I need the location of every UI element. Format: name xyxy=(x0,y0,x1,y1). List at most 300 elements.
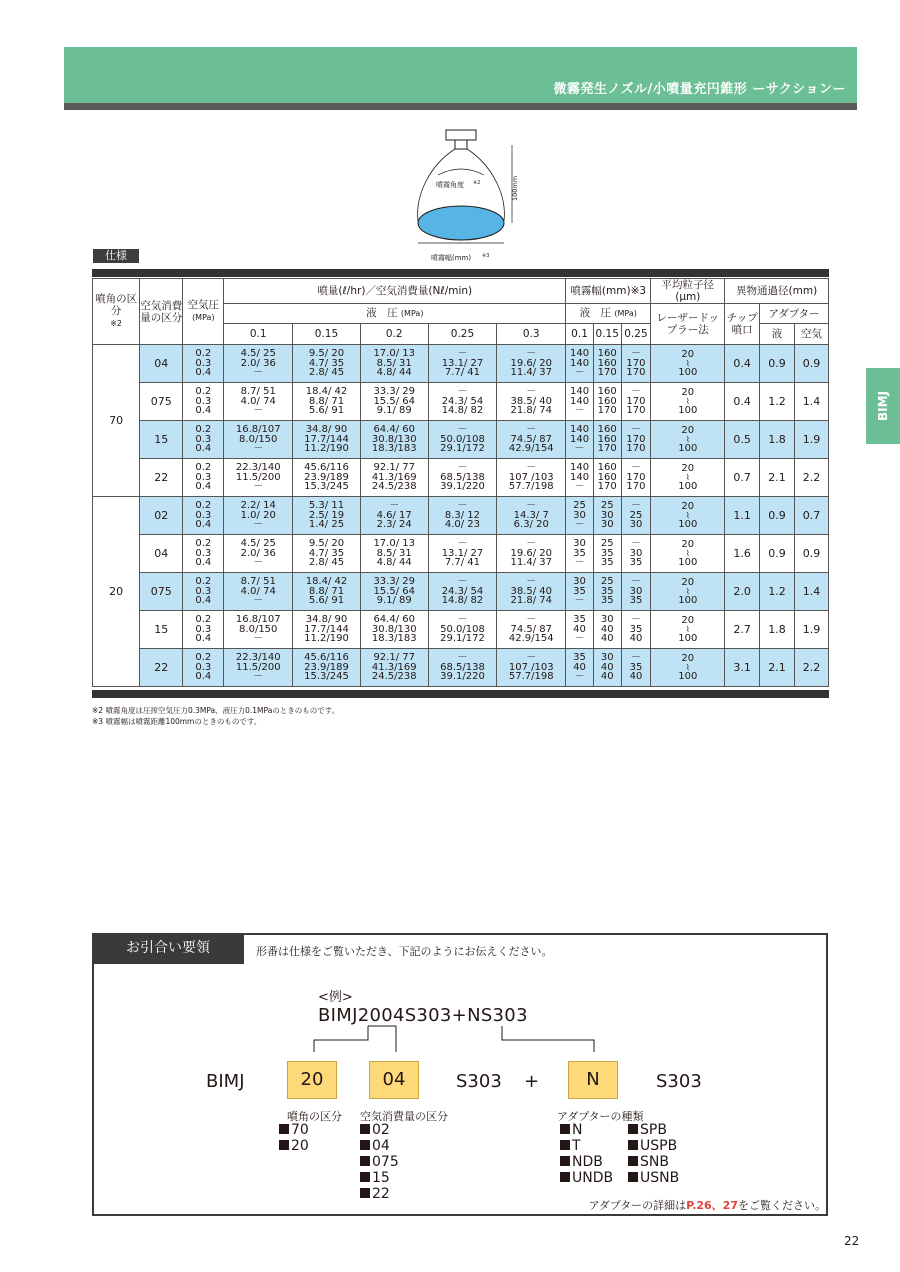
value-line: 40 xyxy=(629,633,643,645)
width-label: 噴霧幅(mm) xyxy=(431,254,472,262)
air-options-title: 空気消費量の区分 xyxy=(360,1110,448,1123)
value-line: 4.0/ 23 xyxy=(444,519,481,531)
value-line: － xyxy=(457,614,468,626)
value-line: 8.8/ 71 xyxy=(308,585,345,597)
width-note: ※3 xyxy=(482,253,490,259)
value-line: 15.3/245 xyxy=(304,671,349,683)
value-line: 23.9/189 xyxy=(304,471,349,483)
value-line: － xyxy=(526,652,537,664)
value-line: － xyxy=(253,367,264,379)
value-line: 2.0/ 36 xyxy=(240,357,276,369)
value-line: 11.4/ 37 xyxy=(510,367,553,379)
spec-section-label: 仕様 xyxy=(93,249,139,263)
value-line: 9.1/ 89 xyxy=(376,595,412,607)
value-line: 35 xyxy=(600,585,614,597)
header-flow-p: 0.1 xyxy=(224,324,293,345)
value-line: 4.5/ 25 xyxy=(240,538,276,550)
value-line: － xyxy=(526,614,537,626)
value-line: 40 xyxy=(600,633,614,645)
value-line: 64.4/ 60 xyxy=(373,424,415,436)
value-line: 92.1/ 77 xyxy=(373,652,415,664)
value-line: 35 xyxy=(573,614,586,626)
adapter-options-title: アダプターの種類 xyxy=(557,1110,644,1123)
angle-class-cell: 20 xyxy=(93,497,140,687)
value-line: 8.5/ 31 xyxy=(376,357,412,369)
value-line: 24.3/ 54 xyxy=(441,585,484,597)
value-line: 0.3 xyxy=(195,547,212,559)
value-line: 35 xyxy=(573,547,586,559)
value-line: － xyxy=(457,386,468,398)
particle-max: 100 xyxy=(678,480,698,492)
value-line: 34.8/ 90 xyxy=(305,424,348,436)
value-line: 40 xyxy=(600,623,614,635)
value-line: 4.8/ 44 xyxy=(376,367,412,379)
value-line: 107 /103 xyxy=(508,471,554,483)
value-line: － xyxy=(526,348,537,360)
value-line: 0.3 xyxy=(195,395,212,407)
adapter-air-cell: 1.9 xyxy=(795,611,829,649)
value-line: 0.4 xyxy=(195,595,212,607)
particle-max: 100 xyxy=(678,442,698,454)
value-line: 23.9/189 xyxy=(304,661,349,673)
example-label: <例> xyxy=(318,990,353,1005)
value-line: － xyxy=(253,557,264,569)
value-line: 13.1/ 27 xyxy=(441,357,484,369)
value-line: 17.7/144 xyxy=(304,433,349,445)
header-air-class: 空気消費量の区分 xyxy=(140,279,183,345)
angle-class-cell: 70 xyxy=(93,345,140,497)
value-line: 30 xyxy=(629,585,643,597)
angle-option: 70 xyxy=(279,1122,309,1138)
page-title: 微霧発生ノズル/小噴量充円錐形 ーサクションー xyxy=(553,82,846,97)
particle-min: 20 xyxy=(681,463,695,474)
air-option: 04 xyxy=(360,1138,399,1154)
value-line: － xyxy=(389,500,400,512)
value-line: 30 xyxy=(600,519,614,531)
value-line: 0.2 xyxy=(195,462,212,474)
tip-cell: 1.1 xyxy=(725,497,760,535)
value-line: － xyxy=(630,386,641,398)
adapter-air-cell: 0.9 xyxy=(795,535,829,573)
particle-min: 20 xyxy=(681,425,695,436)
value-line: 30 xyxy=(573,538,586,550)
value-line: 33.3/ 29 xyxy=(373,386,415,398)
value-line: 4.7/ 35 xyxy=(308,357,345,369)
value-line: 25 xyxy=(629,509,643,521)
value-line: 0.2 xyxy=(195,538,212,550)
value-line: － xyxy=(574,405,585,417)
adapter-air-cell: 0.9 xyxy=(795,345,829,383)
value-line: 17.7/144 xyxy=(304,623,349,635)
value-line: 8.3/ 12 xyxy=(444,509,481,521)
value-line: 0.3 xyxy=(195,471,212,483)
value-line: 160 xyxy=(597,348,617,360)
particle-max: 100 xyxy=(678,518,698,530)
header-adapter: アダプター xyxy=(760,304,829,324)
code-plus: + xyxy=(524,1071,540,1092)
header-tip: チップ噴口 xyxy=(725,304,760,345)
value-line: － xyxy=(253,405,264,417)
particle-min: 20 xyxy=(681,653,695,664)
adapter-options-left xyxy=(560,1122,613,1186)
adapter-air-cell: 1.9 xyxy=(795,421,829,459)
value-line: 4.6/ 17 xyxy=(376,509,412,521)
adapter-option: SPB xyxy=(628,1122,679,1138)
header-particle-title: 平均粒子径(μm) xyxy=(651,279,725,304)
value-line: － xyxy=(630,462,641,474)
value-line: 15.3/245 xyxy=(304,481,349,493)
value-line: － xyxy=(526,462,537,474)
value-line: 170 xyxy=(626,395,646,407)
value-line: 170 xyxy=(597,443,617,455)
value-line: 30 xyxy=(600,614,614,626)
value-line: － xyxy=(457,576,468,588)
value-line: 30.8/130 xyxy=(371,433,417,445)
adapter-air-cell: 2.2 xyxy=(795,649,829,687)
value-line: 35 xyxy=(600,595,614,607)
air-class-cell: 075 xyxy=(140,383,183,421)
value-line: 0.2 xyxy=(195,424,212,436)
value-line: 2.8/ 45 xyxy=(308,557,345,569)
value-line: 22.3/140 xyxy=(235,462,281,474)
value-line: － xyxy=(574,633,585,645)
value-line: 160 xyxy=(597,386,617,398)
value-line: 160 xyxy=(597,471,617,483)
value-line: 30 xyxy=(629,547,643,559)
header-passage-title: 異物通過径(mm) xyxy=(725,279,829,304)
value-line: 41.3/169 xyxy=(371,471,417,483)
value-line: 30 xyxy=(573,509,586,521)
value-line: 160 xyxy=(597,395,617,407)
value-line: 11.5/200 xyxy=(235,471,281,483)
range-mark: ⌇ xyxy=(685,358,690,368)
value-line: 140 xyxy=(569,386,590,398)
value-line: 18.3/183 xyxy=(371,633,417,645)
value-line: 40 xyxy=(573,661,586,673)
value-line: － xyxy=(253,633,264,645)
value-line: 8.7/ 51 xyxy=(240,576,276,588)
value-line: 1.4/ 25 xyxy=(308,519,345,531)
value-line: 40 xyxy=(600,671,614,683)
angle-note: ※2 xyxy=(473,180,481,186)
value-line: 25 xyxy=(573,500,586,512)
height-label: 100mm xyxy=(511,175,519,201)
value-line: － xyxy=(526,538,537,550)
value-line: 74.5/ 87 xyxy=(510,623,553,635)
value-line: － xyxy=(526,500,537,512)
value-line: 0.4 xyxy=(195,405,212,417)
value-line: 16.8/107 xyxy=(235,424,281,436)
value-line: 35 xyxy=(629,623,643,635)
value-line: 0.2 xyxy=(195,614,212,626)
value-line: 16.8/107 xyxy=(235,614,281,626)
side-tab-label: BIMJ xyxy=(876,390,890,422)
header-flow-p: 0.3 xyxy=(497,324,566,345)
value-line: 15.5/ 64 xyxy=(373,585,415,597)
value-line: 11.4/ 37 xyxy=(510,557,553,569)
value-line: 160 xyxy=(597,462,617,474)
code-angle-box: 20 xyxy=(287,1061,337,1099)
value-line: － xyxy=(574,671,585,683)
value-line: 30 xyxy=(629,519,643,531)
value-line: 5.6/ 91 xyxy=(308,405,345,417)
value-line: 170 xyxy=(626,405,646,417)
value-line: 18.4/ 42 xyxy=(305,576,348,588)
value-line: 11.2/190 xyxy=(304,443,349,455)
order-title: お引合い要領 xyxy=(92,933,244,964)
air-class-cell: 15 xyxy=(140,611,183,649)
value-line: 38.5/ 40 xyxy=(510,585,553,597)
header-laser: レーザードップラー法 xyxy=(651,304,725,345)
value-line: 35 xyxy=(573,652,586,664)
value-line: 4.0/ 74 xyxy=(240,395,276,407)
angle-label: 噴霧角度 xyxy=(436,181,464,189)
adapter-liquid-cell: 0.9 xyxy=(760,345,795,383)
value-line: 17.0/ 13 xyxy=(373,538,415,550)
code-s303-first: S303 xyxy=(456,1071,502,1092)
value-line: 8.8/ 71 xyxy=(308,395,345,407)
value-line: 25 xyxy=(600,538,614,550)
value-line: 2.3/ 24 xyxy=(376,519,412,531)
adapter-note: アダプターの詳細はP.26、27をご覧ください。 xyxy=(588,1199,826,1212)
value-line: 41.3/169 xyxy=(371,661,417,673)
air-option: 22 xyxy=(360,1186,399,1202)
value-line: 18.3/183 xyxy=(371,443,417,455)
air-option: 02 xyxy=(360,1122,399,1138)
value-line: 35 xyxy=(629,557,643,569)
value-line: 160 xyxy=(597,357,617,369)
value-line: 35 xyxy=(573,585,586,597)
value-line: 4.7/ 35 xyxy=(308,547,345,559)
note-3: ※3 噴霧幅は噴霧距離100mmのときのものです。 xyxy=(92,717,262,726)
value-line: 8.0/150 xyxy=(239,433,278,445)
value-line: － xyxy=(526,386,537,398)
particle-max: 100 xyxy=(678,594,698,606)
value-line: 9.1/ 89 xyxy=(376,405,412,417)
value-line: 40 xyxy=(629,671,643,683)
value-line: 140 xyxy=(569,462,590,474)
value-line: － xyxy=(630,500,641,512)
range-mark: ⌇ xyxy=(685,472,690,482)
adapter-liquid-cell: 0.9 xyxy=(760,535,795,573)
value-line: － xyxy=(253,595,264,607)
value-line: 0.3 xyxy=(195,433,212,445)
adapter-liquid-cell: 0.9 xyxy=(760,497,795,535)
particle-min: 20 xyxy=(681,615,695,626)
value-line: 8.5/ 31 xyxy=(376,547,412,559)
value-line: 140 xyxy=(569,348,590,360)
value-line: 9.5/ 20 xyxy=(308,538,345,550)
adapter-liquid-cell: 1.8 xyxy=(760,611,795,649)
adapter-air-cell: 1.4 xyxy=(795,573,829,611)
range-mark: ⌇ xyxy=(685,624,690,634)
value-line: 57.7/198 xyxy=(508,671,554,683)
value-line: 30 xyxy=(573,576,586,588)
page-number: 22 xyxy=(844,1234,860,1248)
adapter-option: SNB xyxy=(628,1154,679,1170)
code-adapter-box: N xyxy=(568,1061,618,1099)
value-line: － xyxy=(253,443,264,455)
particle-max: 100 xyxy=(678,404,698,416)
code-prefix: BIMJ xyxy=(206,1071,245,1092)
range-mark: ⌇ xyxy=(685,396,690,406)
value-line: 0.4 xyxy=(195,519,212,531)
value-line: 8.0/150 xyxy=(239,623,278,635)
value-line: 68.5/138 xyxy=(440,661,485,673)
value-line: － xyxy=(574,443,585,455)
value-line: 2.8/ 45 xyxy=(308,367,345,379)
connector-angle xyxy=(314,1026,368,1052)
value-line: 140 xyxy=(569,471,590,483)
value-line: 170 xyxy=(597,367,617,379)
value-line: 140 xyxy=(569,357,590,369)
value-line: 39.1/220 xyxy=(440,671,485,683)
tip-cell: 0.4 xyxy=(725,345,760,383)
range-mark: ⌇ xyxy=(685,586,690,596)
adapter-air-cell: 2.2 xyxy=(795,459,829,497)
value-line: － xyxy=(253,519,264,531)
value-line: 35 xyxy=(600,547,614,559)
value-line: 21.8/ 74 xyxy=(510,405,553,417)
value-line: 170 xyxy=(626,471,646,483)
value-line: 30.8/130 xyxy=(371,623,417,635)
value-line: 30 xyxy=(600,652,614,664)
value-line: 6.3/ 20 xyxy=(513,519,549,531)
value-line: 38.5/ 40 xyxy=(510,395,553,407)
value-line: － xyxy=(253,481,264,493)
value-line: 170 xyxy=(597,405,617,417)
header-flow-p: 0.2 xyxy=(360,324,428,345)
adapter-liquid-cell: 1.2 xyxy=(760,383,795,421)
adapter-options-right xyxy=(628,1122,679,1186)
value-line: 92.1/ 77 xyxy=(373,462,415,474)
value-line: 170 xyxy=(626,481,646,493)
value-line: 42.9/154 xyxy=(508,633,554,645)
particle-max: 100 xyxy=(678,556,698,568)
value-line: 5.3/ 11 xyxy=(308,500,345,512)
angle-option: 20 xyxy=(279,1138,309,1154)
value-line: 42.9/154 xyxy=(508,443,554,455)
value-line: 0.3 xyxy=(195,357,212,369)
value-line: 0.4 xyxy=(195,557,212,569)
value-line: 4.8/ 44 xyxy=(376,557,412,569)
value-line: 0.2 xyxy=(195,652,212,664)
value-line: 0.2 xyxy=(195,348,212,360)
air-class-cell: 02 xyxy=(140,497,183,535)
header-flow-p: 0.15 xyxy=(293,324,361,345)
adapter-option: USPB xyxy=(628,1138,679,1154)
value-line: 21.8/ 74 xyxy=(510,595,553,607)
particle-min: 20 xyxy=(681,539,695,550)
value-line: 40 xyxy=(600,661,614,673)
value-line: 68.5/138 xyxy=(440,471,485,483)
value-line: 140 xyxy=(569,424,590,436)
value-line: － xyxy=(630,538,641,550)
air-class-cell: 04 xyxy=(140,535,183,573)
value-line: － xyxy=(526,424,537,436)
value-line: 9.5/ 20 xyxy=(308,348,345,360)
air-options xyxy=(360,1122,399,1202)
value-line: 160 xyxy=(597,433,617,445)
value-line: 24.5/238 xyxy=(371,481,417,493)
connector-adapter xyxy=(502,1026,594,1052)
header-flow-p: 0.25 xyxy=(428,324,497,345)
value-line: 2.0/ 36 xyxy=(240,547,276,559)
air-option: 075 xyxy=(360,1154,399,1170)
header-flow-pressure: 液 圧 (MPa) xyxy=(224,304,566,324)
value-line: 24.3/ 54 xyxy=(441,395,484,407)
range-mark: ⌇ xyxy=(685,434,690,444)
adapter-option: UNDB xyxy=(560,1170,613,1186)
value-line: 34.8/ 90 xyxy=(305,614,348,626)
order-intro: 形番は仕様をご覧いただき、下記のようにお伝えください。 xyxy=(256,945,553,958)
value-line: － xyxy=(574,481,585,493)
example-code: BIMJ2004S303+NS303 xyxy=(318,1005,528,1026)
value-line: 170 xyxy=(626,357,646,369)
value-line: 14.3/ 7 xyxy=(513,509,549,521)
value-line: － xyxy=(574,557,585,569)
value-line: － xyxy=(457,462,468,474)
value-line: 18.4/ 42 xyxy=(305,386,348,398)
air-class-cell: 22 xyxy=(140,459,183,497)
value-line: 24.5/238 xyxy=(371,671,417,683)
tip-cell: 0.4 xyxy=(725,383,760,421)
value-line: － xyxy=(457,500,468,512)
value-line: 19.6/ 20 xyxy=(510,357,553,369)
value-line: － xyxy=(574,367,585,379)
angle-options-title: 噴角の区分 xyxy=(287,1110,342,1123)
angle-options xyxy=(279,1122,309,1154)
particle-min: 20 xyxy=(681,387,695,398)
value-line: － xyxy=(630,576,641,588)
particle-min: 20 xyxy=(681,501,695,512)
range-mark: ⌇ xyxy=(685,510,690,520)
adapter-air-cell: 1.4 xyxy=(795,383,829,421)
range-mark: ⌇ xyxy=(685,662,690,672)
adapter-liquid-cell: 2.1 xyxy=(760,649,795,687)
air-class-cell: 075 xyxy=(140,573,183,611)
adapter-note-pages[interactable]: P.26、27 xyxy=(686,1199,738,1212)
value-line: 140 xyxy=(569,433,590,445)
value-line: 30 xyxy=(600,509,614,521)
header-adapter-liquid: 液 xyxy=(760,324,795,345)
tip-cell: 2.7 xyxy=(725,611,760,649)
value-line: 0.3 xyxy=(195,585,212,597)
value-line: － xyxy=(630,424,641,436)
value-line: － xyxy=(457,538,468,550)
value-line: 35 xyxy=(600,557,614,569)
value-line: 50.0/108 xyxy=(440,623,485,635)
value-line: 107 /103 xyxy=(508,661,554,673)
value-line: 64.4/ 60 xyxy=(373,614,415,626)
value-line: － xyxy=(630,348,641,360)
value-line: 8.7/ 51 xyxy=(240,386,276,398)
value-line: － xyxy=(574,595,585,607)
value-line: － xyxy=(457,424,468,436)
note-2: ※2 噴霧角度は圧搾空気圧力0.3MPa、液圧力0.1MPaのときのものです。 xyxy=(92,706,340,715)
value-line: 7.7/ 41 xyxy=(444,557,481,569)
value-line: 25 xyxy=(600,576,614,588)
adapter-liquid-cell: 1.8 xyxy=(760,421,795,459)
value-line: 4.5/ 25 xyxy=(240,348,276,360)
value-line: 35 xyxy=(629,595,643,607)
header-width-p: 0.15 xyxy=(593,324,621,345)
value-line: 170 xyxy=(626,367,646,379)
value-line: 5.6/ 91 xyxy=(308,595,345,607)
value-line: 170 xyxy=(597,481,617,493)
value-line: 0.4 xyxy=(195,481,212,493)
tip-cell: 3.1 xyxy=(725,649,760,687)
